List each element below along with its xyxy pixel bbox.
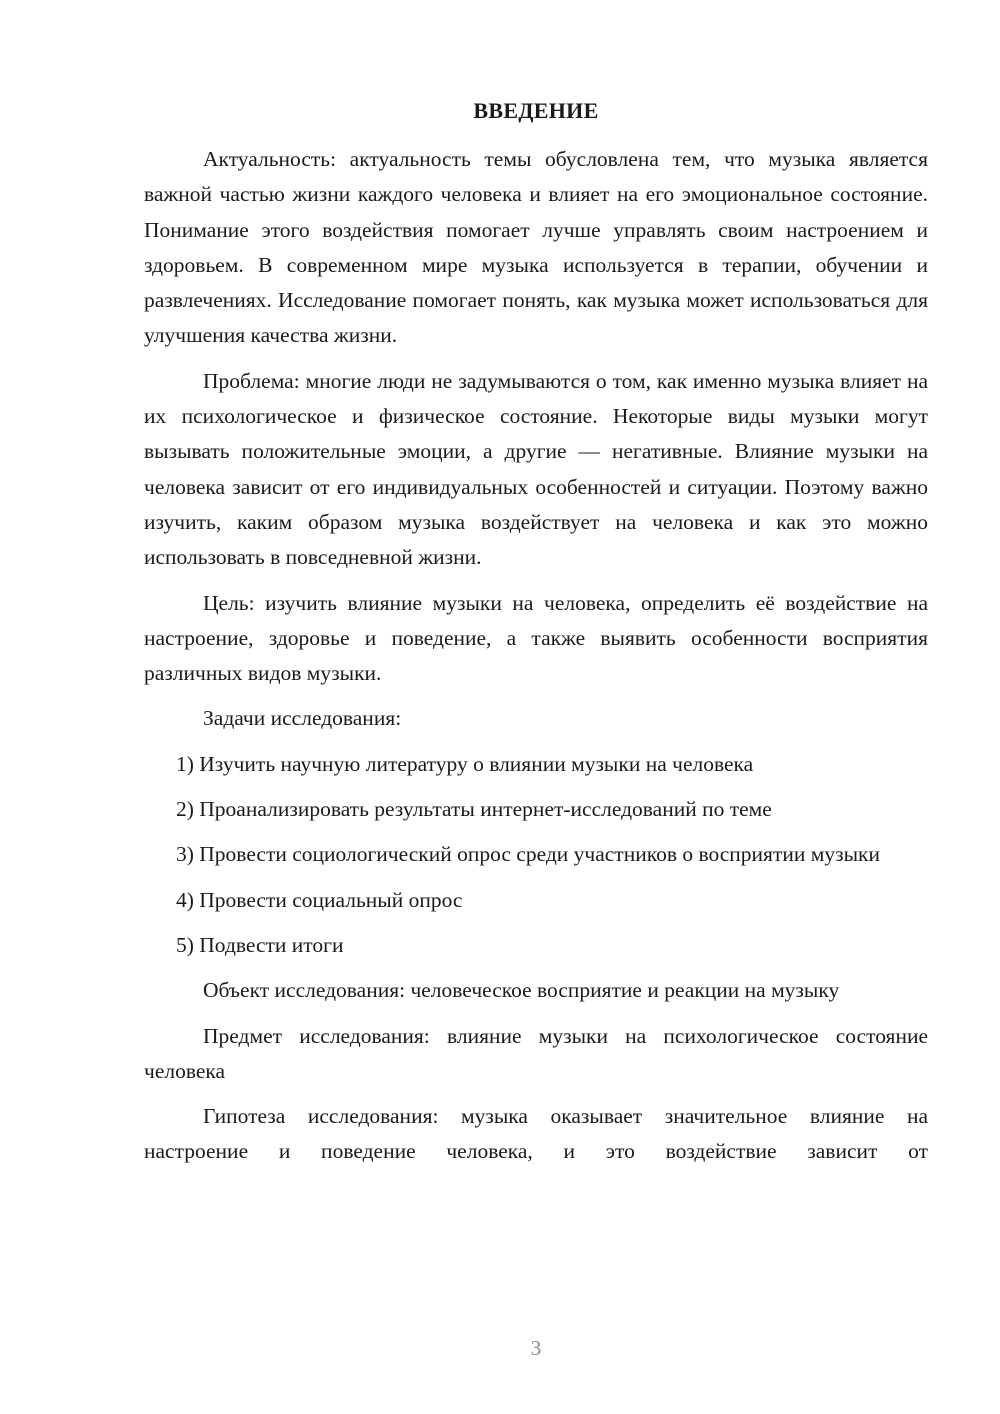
goal-paragraph: Цель: изучить влияние музыки на человека, определить её воздействие на настроение, здоровье и поведение, а также выявить особенности восприятия различных видов музыки. — [144, 590, 928, 686]
task-item: 3) Провести социологический опрос среди участников о восприятии музыки — [176, 842, 880, 867]
tasks-title: Задачи исследования: — [203, 706, 402, 731]
object-paragraph: Объект исследования: человеческое восприятие и реакции на музыку — [203, 978, 840, 1003]
task-item: 5) Подвести итоги — [176, 932, 344, 957]
document-page — [144, 0, 928, 1414]
problem-paragraph: Проблема: многие люди не задумываются о том, как именно музыка влияет на их психологическое и физическое состояние. Некоторые виды музыки могут вызывать положительные эмоции, а другие — негативные. Влияние музыки на человека зависит от его индивидуальных особенностей и ситуации. Поэтому важно изучить, каким образом музыка воздействует на человека и как это можно использовать в повседневной жизни. — [144, 368, 928, 570]
task-item: 2) Проанализировать результаты интернет-исследований по теме — [176, 797, 772, 822]
task-item: 4) Провести социальный опрос — [176, 887, 463, 912]
relevance-paragraph: Актуальность: актуальность темы обусловлена тем, что музыка является важной частью жизни каждого человека и влияет на его эмоциональное состояние. Понимание этого воздействия помогает лучше управлять своим настроением и здоровьем. В современном мире музыка используется в терапии, обучении и развлечениях. Исследование помогает понять, как музыка может использоваться для улучшения качества жизни. — [144, 147, 928, 348]
body-text — [144, 142, 928, 1180]
section-heading: ВВЕДЕНИЕ — [473, 98, 599, 123]
hypothesis-paragraph: Гипотеза исследования: музыка оказывает значительное влияние на настроение и поведение человека, и это воздействие зависит от — [144, 1104, 928, 1164]
task-item: 1) Изучить научную литературу о влиянии музыки на человека — [176, 751, 754, 776]
subject-paragraph: Предмет исследования: влияние музыки на психологическое состояние человека — [144, 1023, 928, 1083]
page-number: 3 — [530, 1336, 542, 1360]
